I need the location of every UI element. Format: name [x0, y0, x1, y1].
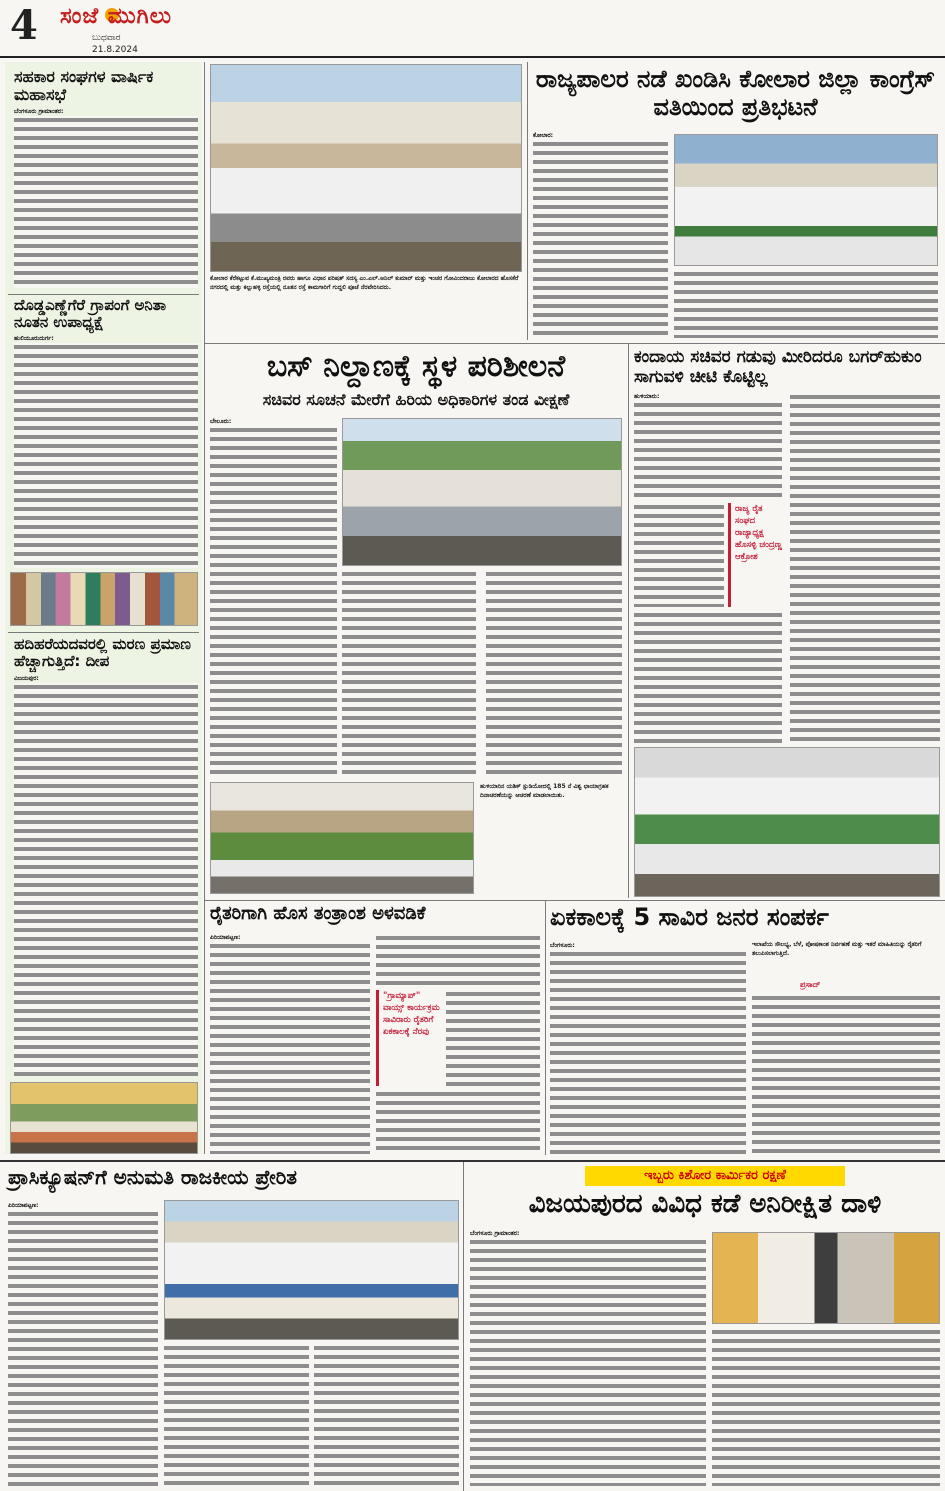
photo-farmers [634, 747, 940, 897]
dateline-kandaya: ಹುಳಿಯಾರು: [634, 393, 660, 400]
body-rajyapala-col1 [533, 140, 668, 338]
photo-hadihareya [10, 1082, 198, 1154]
masthead [0, 0, 945, 58]
dateline-raitharige: ಪಿರಿಯಾಪಟ್ಟಣ: [210, 934, 241, 941]
headline-vijayapura: ವಿಜಯಪುರದ ವಿವಿಧ ಕಡೆ ಅನಿರೀಕ್ಷಿತ ದಾಳಿ [528, 1189, 882, 1219]
kicker-vijayapura: ಇಬ್ಬರು ಕಿಶೋರ ಕಾರ್ಮಿಕರ ರಕ್ಷಣೆ [585, 1166, 845, 1186]
body-kandaya-col1b [634, 503, 724, 607]
dateline-hadihareya: ವಿಜಯಪುರ: [14, 675, 39, 682]
body-prosecution-col3 [314, 1344, 459, 1486]
body-raitharige-col2a [376, 934, 540, 986]
body-raitharige-col2c [376, 1090, 540, 1154]
headline-sahakara: ಸಹಕಾರ ಸಂಘಗಳ ವಾರ್ಷಿಕ ಮಹಾಸಭೆ [14, 67, 154, 105]
body-kandaya-col1c [634, 611, 782, 743]
byline-ekakala: ಪ್ರಸಾದ್ [800, 980, 821, 989]
body-bus-col2 [342, 570, 476, 776]
dateline-vijayapura: ಬೆಂಗಳೂರು ಗ್ರಾಮಾಂತರ: [470, 1230, 520, 1237]
dateline-prosecution: ಪಿರಿಯಾಪಟ್ಟಣ: [8, 1202, 39, 1209]
body-bus-col3 [486, 570, 622, 776]
caption-road-inauguration: ಕೋಲಾರ ಕೆರೆಕಟ್ಟುವ ಕೆ.ಮುಖ್ಯಮಂತ್ರಿ ರವರು ಹಾಗೂ ವಿಧಾನ ಪರಿಷತ್ ಸದಸ್ಯ ಎಂ.ಎಲ್.ಅನಿಲ್ ಕುಮಾರ್ ಮತ್ತು ಇಂಚರ ಗೋವಿಂದರಾಜು ಕೋಲಾರದ ಹೊಸಕೆರೆ ನಗರದಲ್ಲಿ ಮತ್ತು ಕಲ್ಲುಹಳ್ಳಿ ರಸ್ತೆಯಲ್ಲಿ ನೂತನ ರಸ್ತೆ ಕಾಮಗಾರಿಗೆ ಗುದ್ದಲಿ ಪೂಜೆ ನೆರವೇರಿಸಿದರು. [210, 275, 519, 291]
photo-doddaenne [10, 572, 198, 626]
pull-quote-kandaya: ರಾಜ್ಯ ರೈತ ಸಂಘದ ರಾಜ್ಯಾಧ್ಯಕ್ಷ ಹೊಸಳ್ಳಿ ಚಂದ್ರಣ್ಣ ಆಕ್ರೋಶ [728, 503, 784, 607]
body-prosecution-col1 [8, 1210, 158, 1486]
subheadline-bus: ಸಚಿವರ ಸೂಚನೆ ಮೇರೆಗೆ ಹಿರಿಯ ಅಧಿಕಾರಿಗಳ ತಂಡ ವೀಕ್ಷಣೆ [262, 390, 570, 409]
body-kandaya-col1a [634, 401, 782, 499]
photo-vijayapura [712, 1232, 940, 1324]
body-sahakara [14, 116, 198, 288]
issue-day: ಬುಧವಾರ [92, 33, 121, 43]
body-raitharige-col2b [446, 990, 540, 1086]
dateline-bus: ಬೇಲೂರು: [210, 418, 232, 425]
photo-bus-site [342, 418, 622, 566]
body-kandaya-col2 [790, 393, 940, 743]
body-prosecution-col2 [164, 1344, 309, 1486]
photo-studio [210, 782, 474, 894]
headline-raitharige: ರೈತರಿಗಾಗಿ ಹೊಸ ತಂತ್ರಾಂಶ ಅಳವಡಿಕೆ [210, 903, 426, 924]
headline-doddaenne: ದೊಡ್ಡಎಣ್ಣೆಗೆರೆ ಗ್ರಾಪಂಗೆ ಅನಿತಾ ನೂತನ ಉಪಾಧ್ಯಕ್ಷೆ [14, 296, 166, 332]
photo-road-inauguration [210, 64, 522, 272]
body-vijayapura-col2 [712, 1328, 940, 1486]
body-raitharige-col1 [210, 942, 370, 1154]
dateline-rajyapala: ಕೋಲಾರ: [533, 132, 554, 139]
lead-box-ekakala: ಇಲಾಖೆಯ ಸೌಲಭ್ಯ, ಬೆಳೆ, ಪೋಷಕಾಂಶ ನಿರ್ವಹಣೆ ಮತ್ತು ಇತರೆ ಮಾಹಿತಿಯನ್ನು ರೈತರಿಗೆ ತಲುಪಿಸಲಾಗುತ್ತಿದೆ. [752, 941, 922, 957]
body-doddaenne [14, 343, 198, 568]
issue-date: 21.8.2024 [92, 45, 138, 55]
caption-studio: ಹುಳಿಯಾರಿನ ಯಶಿಕ್ ಸ್ಟುಡಿಯೋದಲ್ಲಿ 185 ನೆ ವಿಶ್ವ ಛಾಯಾಗ್ರಹಕ ದಿನಾಚರಣೆಯನ್ನು ಆಚರಣೆ ಮಾಡಲಾಯಿತು. [480, 783, 609, 799]
headline-hadihareya: ಹದಿಹರೆಯದವರಲ್ಲಿ ಮರಣ ಪ್ರಮಾಣ ಹೆಚ್ಚಾಗುತ್ತಿದೆ: ದೀಪ [14, 635, 191, 671]
photo-protest [674, 134, 938, 266]
headline-kandaya: ಕಂದಾಯ ಸಚಿವರ ಗಡುವು ಮೀರಿದರೂ ಬಗರ್‌ಹುಕುಂ ಸಾಗುವಳಿ ಚೀಟಿ ಕೊಟ್ಟಿಲ್ಲ [634, 347, 922, 387]
dateline-ekakala: ಬೆಂಗಳೂರು: [550, 942, 575, 949]
page-number: 4 [10, 2, 38, 49]
dateline-doddaenne: ಹುಲಿಯೂರುದುರ್ಗ: [14, 335, 54, 342]
dateline-sahakara: ಬೆಂಗಳೂರು ಗ್ರಾಮಾಂತರ: [14, 108, 64, 115]
headline-rajyapala: ರಾಜ್ಯಪಾಲರ ನಡೆ ಖಂಡಿಸಿ ಕೋಲಾರ ಜಿಲ್ಲಾ ಕಾಂಗ್ರೆಸ್ ವತಿಯಿಂದ ಪ್ರತಿಭಟನೆ [535, 65, 936, 121]
body-vijayapura-col1 [470, 1238, 706, 1486]
body-hadihareya [14, 683, 198, 1076]
body-rajyapala-col2 [674, 270, 938, 338]
headline-bus: ಬಸ್ ನಿಲ್ದಾಣಕ್ಕೆ ಸ್ಥಳ ಪರಿಶೀಲನೆ [266, 349, 566, 384]
body-bus-col1 [210, 426, 337, 776]
body-ekakala-col1 [550, 950, 746, 1154]
photo-prosecution-protest [164, 1200, 459, 1340]
paper-name: ಸಂಜೆ ಮುಗಿಲು [60, 4, 172, 29]
body-ekakala-col2 [752, 994, 940, 1154]
pull-quote-raitharige: "ಗ್ರಾಮ್ಯಾಪ್" ವಾಯ್ಸ್ ಕಾರ್ಯಕ್ರಮ ಸಾವಿರಾರು ರೈತರಿಗೆ ಏಕಕಾಲಕ್ಕೆ ನೆರವು [376, 990, 440, 1086]
headline-ekakala: ಏಕಕಾಲಕ್ಕೆ 5 ಸಾವಿರ ಜನರ ಸಂಪರ್ಕ [550, 903, 829, 931]
headline-prosecution: ಪ್ರಾಸಿಕ್ಯೂಷನ್‌ಗೆ ಅನುಮತಿ ರಾಜಕೀಯ ಪ್ರೇರಿತ [8, 1165, 297, 1189]
